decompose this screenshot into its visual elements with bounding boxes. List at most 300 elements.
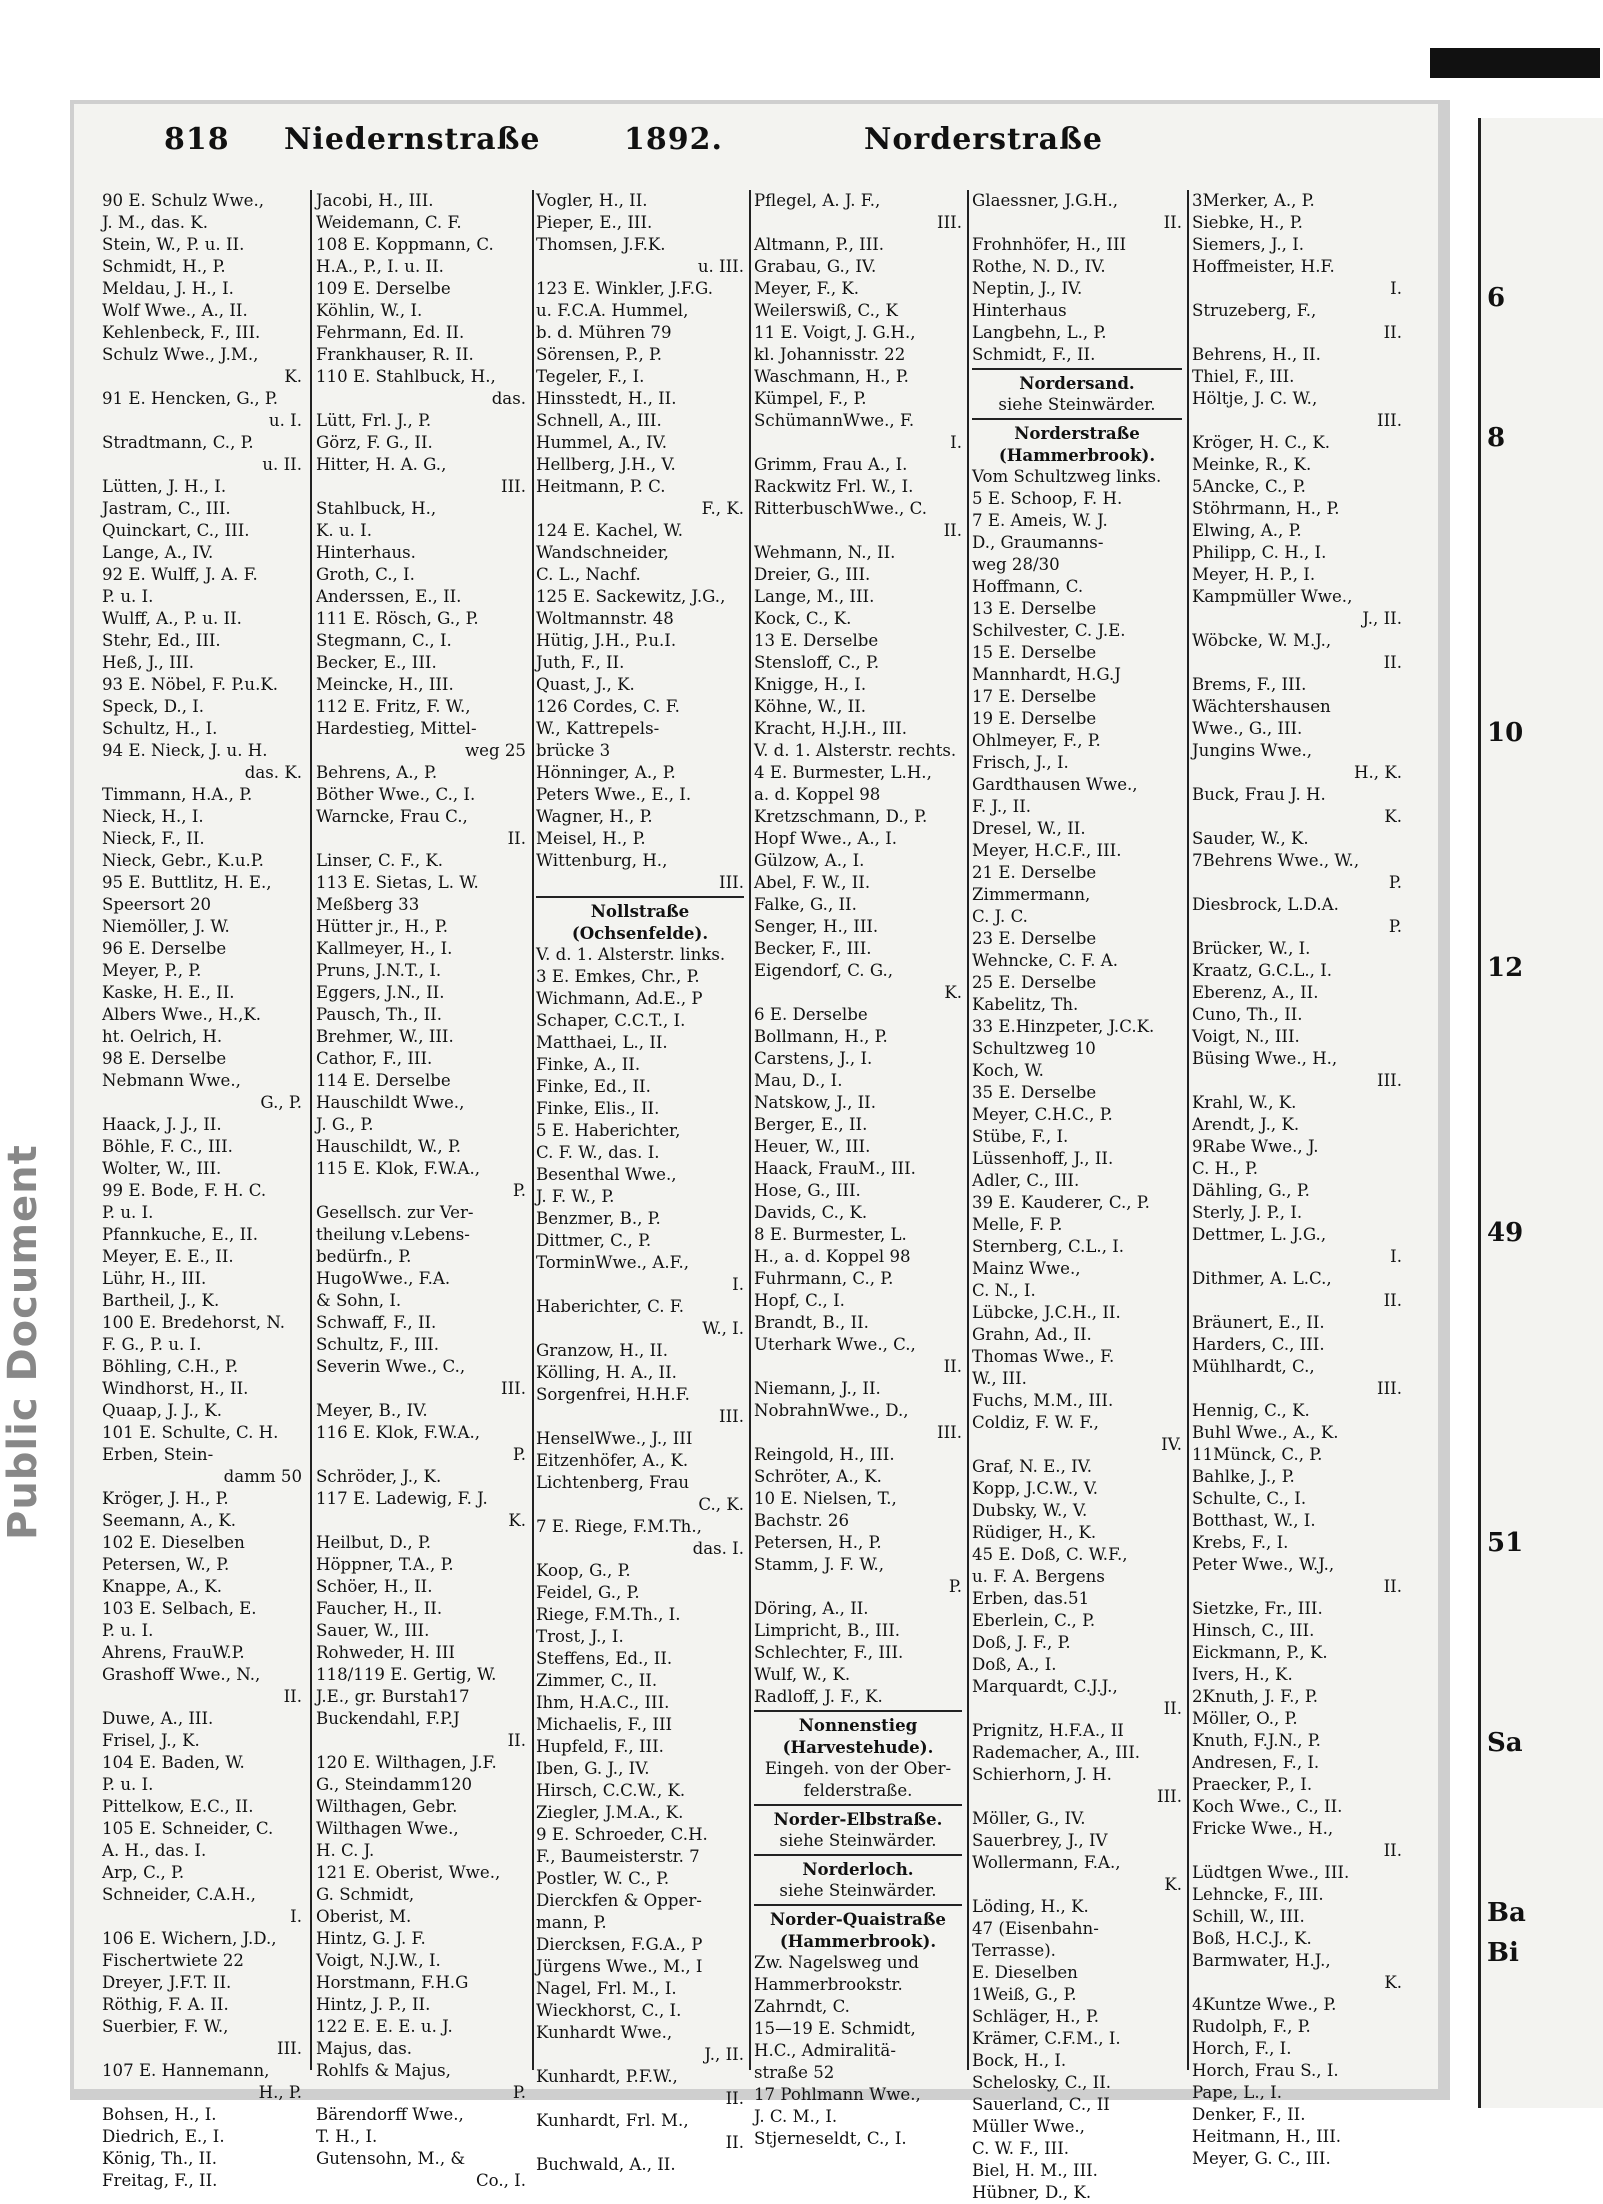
directory-entry: F. G., P. u. I. (102, 1335, 202, 1354)
directory-entry: 98 E. Derselbe (102, 1049, 227, 1068)
directory-entry: Altmann, P., III. (754, 235, 885, 254)
directory-entry: K. (944, 983, 962, 1002)
directory-entry: Rohweder, H. III (316, 1643, 455, 1662)
directory-entry: J., II. (704, 2045, 744, 2064)
directory-entry: 21 E. Derselbe (972, 863, 1097, 882)
directory-entry: II. (943, 1357, 962, 1376)
directory-entry: 17 E. Derselbe (972, 687, 1097, 706)
directory-entry: Botthast, W., I. (1192, 1511, 1316, 1530)
directory-entry: Diedrich, E., I. (102, 2127, 225, 2146)
directory-entry: Hammerbrookstr. (754, 1975, 903, 1994)
year: 1892. (624, 122, 723, 157)
street-heading: Norder-Elbstraße. (773, 1809, 943, 1829)
directory-entry: Koch, W. (972, 1061, 1044, 1080)
directory-entry: 5 E. Haberichter, (536, 1121, 681, 1140)
directory-entry: Lübcke, J.C.H., II. (972, 1303, 1121, 1322)
directory-entry: Hirsch, C.C.W., K. (536, 1781, 686, 1800)
directory-entry: I. (732, 1275, 744, 1294)
directory-entry: Mainz Wwe., (972, 1259, 1081, 1278)
directory-entry: II. (1163, 213, 1182, 232)
directory-entry: III. (1377, 1071, 1402, 1090)
directory-entry: weg 28/30 (972, 555, 1060, 574)
directory-entry: Kampmüller Wwe., (1192, 587, 1353, 606)
street-note: Eingeh. von der Ober- (764, 1759, 952, 1778)
directory-entry: C. J. C. (972, 907, 1028, 926)
directory-entry: F., K. (701, 499, 744, 518)
directory-entry: III. (719, 873, 744, 892)
directory-entry: 117 E. Ladewig, F. J. (316, 1489, 488, 1508)
directory-entry: I. (950, 433, 962, 452)
directory-entry: Fischertwiete 22 (102, 1951, 244, 1970)
fragment: 8 (1487, 423, 1506, 453)
directory-entry: Meyer, E. E., II. (102, 1247, 234, 1266)
directory-entry: III. (1377, 1379, 1402, 1398)
directory-entry: Wulf, W., K. (754, 1665, 851, 1684)
directory-entry: Knappe, A., K. (102, 1577, 223, 1596)
directory-entry: Horstmann, F.H.G (316, 1973, 469, 1992)
directory-entry: Wieckhorst, C., I. (536, 2001, 682, 2020)
fragment: 51 (1487, 1528, 1524, 1558)
directory-entry: Frankhauser, R. II. (316, 345, 474, 364)
directory-entry: Kunhardt, Frl. M., (536, 2111, 689, 2130)
directory-entry: Schlechter, F., III. (754, 1643, 904, 1662)
directory-entry: 4Kuntze Wwe., P. (1192, 1995, 1337, 2014)
section-rule (972, 418, 1182, 420)
directory-entry: Kock, C., K. (754, 609, 852, 628)
directory-entry: Neptin, J., IV. (972, 279, 1083, 298)
directory-entry: T. H., I. (316, 2127, 378, 2146)
directory-entry: Terrasse). (972, 1941, 1056, 1960)
directory-entry: 107 E. Hannemann, (102, 2061, 270, 2080)
directory-entry: NobrahnWwe., D., (754, 1401, 909, 1420)
directory-entry: Finke, Ed., II. (536, 1077, 651, 1096)
directory-entry: Biel, H. M., III. (972, 2161, 1098, 2180)
directory-entry: Höltje, J. C. W., (1192, 389, 1318, 408)
directory-entry: ht. Oelrich, H. (102, 1027, 223, 1046)
directory-entry: Löding, H., K. (972, 1897, 1089, 1916)
directory-entry: Gülzow, A., I. (754, 851, 865, 870)
directory-entry: 1Weiß, G., P. (972, 1985, 1077, 2004)
directory-entry: Gardthausen Wwe., (972, 775, 1138, 794)
directory-entry: Fuchs, M.M., III. (972, 1391, 1114, 1410)
directory-entry: Röthig, F. A. II. (102, 1995, 229, 2014)
directory-entry: II. (1383, 323, 1402, 342)
directory-entry: Bohsen, H., I. (102, 2105, 217, 2124)
directory-entry: P. (948, 1577, 962, 1596)
directory-entry: 13 E. Derselbe (972, 599, 1097, 618)
directory-entry: Praecker, P., I. (1192, 1775, 1313, 1794)
directory-entry: Schaper, C.C.T., I. (536, 1011, 686, 1030)
directory-entry: Lange, A., IV. (102, 543, 214, 562)
directory-entry: Schill, W., III. (1192, 1907, 1305, 1926)
directory-entry: III. (501, 1379, 526, 1398)
directory-entry: das. K. (244, 763, 302, 782)
directory-entry: Wittenburg, H., (536, 851, 668, 870)
column-6 (1192, 190, 1402, 2168)
directory-entry: Schwaff, F., II. (316, 1313, 437, 1332)
directory-entry: Krämer, C.F.M., I. (972, 2029, 1121, 2048)
directory-entry: 5 E. Schoop, F. H. (972, 489, 1123, 508)
directory-entry: Hummel, A., IV. (536, 433, 668, 452)
directory-entry: Hellberg, J.H., V. (536, 455, 676, 474)
directory-entry: Knuth, F.J.N., P. (1192, 1731, 1321, 1750)
directory-entry: II. (943, 521, 962, 540)
street-note: siehe Steinwärder. (998, 395, 1156, 414)
directory-entry: das. (491, 389, 526, 408)
directory-entry: K. (1384, 807, 1402, 826)
directory-entry: 118/119 E. Gertig, W. (316, 1665, 497, 1684)
directory-entry: 15 E. Derselbe (972, 643, 1097, 662)
directory-entry: Sorgenfrei, H.H.F. (536, 1385, 690, 1404)
directory-entry: Suerbier, F. W., (102, 2017, 229, 2036)
directory-entry: P. u. I. (102, 1775, 154, 1794)
directory-entry: Diercksen, F.G.A., P (536, 1935, 703, 1954)
directory-entry: 11Münck, C., P. (1192, 1445, 1323, 1464)
directory-entry: Windhorst, H., II. (102, 1379, 249, 1398)
directory-entry: II. (1383, 1291, 1402, 1310)
directory-entry: Bahlke, J., P. (1192, 1467, 1295, 1486)
directory-entry: Voigt, N., III. (1192, 1027, 1300, 1046)
directory-entry: Brems, F., III. (1192, 675, 1307, 694)
column-5 (972, 190, 1182, 2202)
directory-entry: TorminWwe., A.F., (536, 1253, 690, 1272)
directory-entry: Frohnhöfer, H., III (972, 235, 1127, 254)
directory-entry: Schröter, A., K. (754, 1467, 882, 1486)
directory-entry: Schöer, H., II. (316, 1577, 433, 1596)
directory-entry: das. I. (692, 1539, 744, 1558)
directory-entry: Struzeberg, F., (1192, 301, 1317, 320)
directory-entry: u. II. (262, 455, 302, 474)
directory-entry: W., I. (702, 1319, 744, 1338)
directory-entry: III. (501, 477, 526, 496)
directory-entry: Eickmann, P., K. (1192, 1643, 1328, 1662)
directory-entry: Koch Wwe., C., II. (1192, 1797, 1343, 1816)
directory-entry: Falke, G., II. (754, 895, 857, 914)
directory-entry: 23 E. Derselbe (972, 929, 1097, 948)
directory-entry: Sternberg, C.L., I. (972, 1237, 1125, 1256)
directory-entry: Zimmer, C., II. (536, 1671, 658, 1690)
directory-entry: II. (1383, 1577, 1402, 1596)
directory-entry: Vogler, H., II. (536, 191, 648, 210)
directory-entry: G. Schmidt, (316, 1885, 415, 1904)
directory-entry: 6 E. Derselbe (754, 1005, 868, 1024)
directory-entry: Meldau, J. H., I. (102, 279, 234, 298)
directory-entry: Horch, F., I. (1192, 2039, 1292, 2058)
directory-entry: G., Steindamm120 (316, 1775, 472, 1794)
directory-entry: Schläger, H., P. (972, 2007, 1100, 2026)
directory-entry: Stöhrmann, H., P. (1192, 499, 1340, 518)
directory-entry: 115 E. Klok, F.W.A., (316, 1159, 481, 1178)
directory-entry: C., K. (698, 1495, 744, 1514)
directory-entry: Wolter, W., III. (102, 1159, 222, 1178)
section-rule (972, 368, 1182, 370)
directory-entry: Duwe, A., III. (102, 1709, 214, 1728)
directory-entry: Doß, A., I. (972, 1655, 1057, 1674)
directory-entry: Dubsky, W., V. (972, 1501, 1088, 1520)
section-rule (536, 896, 744, 898)
directory-entry: Jastram, C., III. (102, 499, 231, 518)
directory-entry: Döring, A., II. (754, 1599, 869, 1618)
directory-entry: H., P. (258, 2083, 302, 2102)
directory-entry: Sterly, J. P., I. (1192, 1203, 1303, 1222)
directory-entry: Hopf, C., I. (754, 1291, 845, 1310)
directory-entry: Abel, F. W., II. (754, 873, 871, 892)
directory-entry: Bollmann, H., P. (754, 1027, 888, 1046)
directory-entry: Hütter jr., H., P. (316, 917, 448, 936)
directory-entry: Bachstr. 26 (754, 1511, 850, 1530)
directory-entry: Erben, Stein- (102, 1445, 214, 1464)
directory-entry: Senger, H., III. (754, 917, 879, 936)
directory-entry: II. (1383, 653, 1402, 672)
directory-entry: Limpricht, B., III. (754, 1621, 901, 1640)
directory-entry: 35 E. Derselbe (972, 1083, 1097, 1102)
directory-entry: Meinke, R., K. (1192, 455, 1312, 474)
directory-entry: Denker, F., II. (1192, 2105, 1306, 2124)
directory-entry: Brandt, B., II. (754, 1313, 869, 1332)
directory-entry: Pfannkuche, E., II. (102, 1225, 258, 1244)
directory-entry: Meyer, H.C.F., III. (972, 841, 1122, 860)
directory-entry: Matthaei, L., II. (536, 1033, 668, 1052)
directory-entry: Böhle, F. C., III. (102, 1137, 233, 1156)
directory-entry: Meyer, H. P., I. (1192, 565, 1316, 584)
directory-entry: 113 E. Sietas, L. W. (316, 873, 479, 892)
directory-entry: 99 E. Bode, F. H. C. (102, 1181, 267, 1200)
directory-entry: 47 (Eisenbahn- (972, 1919, 1099, 1938)
directory-entry: Hönninger, A., P. (536, 763, 676, 782)
directory-entry: Niemöller, J. W. (102, 917, 230, 936)
directory-entry: Speck, D., I. (102, 697, 205, 716)
directory-entry: Hintz, J. P., II. (316, 1995, 431, 2014)
directory-entry: Philipp, C. H., I. (1192, 543, 1327, 562)
directory-entry: Knigge, H., I. (754, 675, 867, 694)
directory-entry: Lehncke, F., III. (1192, 1885, 1324, 1904)
directory-entry: 121 E. Oberist, Wwe., (316, 1863, 501, 1882)
page-number: 818 (164, 122, 230, 157)
directory-entry: Finke, Elis., II. (536, 1099, 660, 1118)
directory-entry: Hose, G., III. (754, 1181, 861, 1200)
directory-entry: Görz, F. G., II. (316, 433, 433, 452)
directory-entry: Carstens, J., I. (754, 1049, 873, 1068)
directory-entry: K. (1164, 1875, 1182, 1894)
directory-entry: Oberist, M. (316, 1907, 412, 1926)
directory-entry: 25 E. Derselbe (972, 973, 1097, 992)
directory-entry: Horch, Frau S., I. (1192, 2061, 1339, 2080)
facing-page-edge (1478, 118, 1603, 2108)
directory-entry: Mühlhardt, C., (1192, 1357, 1315, 1376)
directory-entry: Kallmeyer, H., I. (316, 939, 453, 958)
directory-entry: Mannhardt, H.G.J (972, 665, 1121, 684)
directory-entry: II. (1383, 1841, 1402, 1860)
directory-entry: Müller Wwe., (972, 2117, 1085, 2136)
directory-entry: III. (1377, 411, 1402, 430)
directory-entry: 13 E. Derselbe (754, 631, 879, 650)
directory-entry: Wandschneider, (536, 543, 669, 562)
directory-entry: Groth, C., I. (316, 565, 415, 584)
directory-entry: straße 52 (754, 2063, 835, 2082)
directory-entry: Kunhardt Wwe., (536, 2023, 673, 2042)
directory-entry: Weidemann, C. F. (316, 213, 462, 232)
directory-entry: 39 E. Kauderer, C., P. (972, 1193, 1150, 1212)
directory-entry: Albers Wwe., H.,K. (102, 1005, 262, 1024)
directory-entry: Rudolph, F., P. (1192, 2017, 1311, 2036)
directory-entry: J. G., P. (316, 1115, 374, 1134)
directory-entry: Graf, N. E., IV. (972, 1457, 1093, 1476)
directory-entry: Schultzweg 10 (972, 1039, 1096, 1058)
directory-entry: Buckendahl, F.P.J (316, 1709, 460, 1728)
directory-entry: Gutensohn, M., & (316, 2149, 466, 2168)
directory-entry: Natskow, J., II. (754, 1093, 876, 1112)
directory-entry: 3Merker, A., P. (1192, 191, 1315, 210)
directory-entry: Wwe., G., III. (1192, 719, 1303, 738)
directory-entry: I. (1390, 1247, 1402, 1266)
directory-entry: Michaelis, F., III (536, 1715, 673, 1734)
directory-entry: Marquardt, C.J.J., (972, 1677, 1118, 1696)
directory-entry: Siebke, H., P. (1192, 213, 1303, 232)
directory-entry: A. H., das. I. (102, 1841, 207, 1860)
directory-entry: Adler, C., III. (972, 1171, 1080, 1190)
directory-entry: Ihm, H.A.C., III. (536, 1693, 670, 1712)
directory-entry: 103 E. Selbach, E. (102, 1599, 257, 1618)
directory-entry: K. (508, 1511, 526, 1530)
fragment: 10 (1487, 718, 1524, 748)
column-divider (967, 190, 969, 2070)
directory-entry: Sauerland, C., II (972, 2095, 1110, 2114)
directory-entry: H., K. (1354, 763, 1402, 782)
directory-entry: K. (1384, 1973, 1402, 1992)
directory-entry: W., III. (972, 1369, 1027, 1388)
directory-entry: Grimm, Frau A., I. (754, 455, 908, 474)
directory-entry: Stjerneseldt, C., I. (754, 2129, 907, 2148)
page-header (164, 122, 1274, 172)
directory-entry: Hennig, C., K. (1192, 1401, 1310, 1420)
column-divider (532, 190, 534, 2070)
directory-entry: III. (719, 1407, 744, 1426)
directory-entry: Kröger, J. H., P. (102, 1489, 229, 1508)
directory-entry: Cuno, Th., II. (1192, 1005, 1303, 1024)
street-note: siehe Steinwärder. (779, 1881, 937, 1900)
directory-entry: Dähling, G., P. (1192, 1181, 1310, 1200)
directory-entry: 100 E. Bredehorst, N. (102, 1313, 286, 1332)
directory-entry: 126 Cordes, C. F. (536, 697, 680, 716)
directory-entry: Buchwald, A., II. (536, 2155, 676, 2174)
directory-entry: Lange, M., III. (754, 587, 875, 606)
directory-entry: Pieper, E., III. (536, 213, 653, 232)
directory-entry: Grashoff Wwe., N., (102, 1665, 261, 1684)
directory-entry: H. C. J. (316, 1841, 375, 1860)
directory-entry: Dierckfen & Opper- (536, 1891, 702, 1910)
directory-entry: Nagel, Frl. M., I. (536, 1979, 677, 1998)
column-divider (749, 190, 751, 2070)
directory-entry: Pittelkow, E.C., II. (102, 1797, 254, 1816)
directory-entry: Lühr, H., III. (102, 1269, 207, 1288)
directory-entry: 10 E. Nielsen, T., (754, 1489, 897, 1508)
directory-entry: Kaske, H. E., II. (102, 983, 235, 1002)
directory-entry: Rademacher, A., III. (972, 1743, 1141, 1762)
directory-entry: P. u. I. (102, 587, 154, 606)
directory-entry: Mau, D., I. (754, 1071, 843, 1090)
directory-entry: Kölling, H. A., II. (536, 1363, 677, 1382)
directory-entry: K. u. I. (316, 521, 373, 540)
directory-entry: Becker, F., III. (754, 939, 872, 958)
directory-entry: 9Rabe Wwe., J. (1192, 1137, 1319, 1156)
directory-entry: II. (725, 2089, 744, 2108)
directory-entry: Rothe, N. D., IV. (972, 257, 1106, 276)
directory-entry: Langbehn, L., P. (972, 323, 1107, 342)
directory-entry: II. (507, 1731, 526, 1750)
directory-entry: 2Knuth, J. F., P. (1192, 1687, 1318, 1706)
directory-entry: Kopp, J.C.W., V. (972, 1479, 1099, 1498)
directory-entry: Hopf Wwe., A., I. (754, 829, 898, 848)
directory-entry: P. (512, 1445, 526, 1464)
directory-entry: theilung v.Lebens- (316, 1225, 470, 1244)
directory-entry: Schultz, H., I. (102, 719, 218, 738)
directory-entry: Juth, F., II. (536, 653, 625, 672)
directory-entry: H.C., Admiralitä- (754, 2041, 896, 2060)
directory-entry: Schulz Wwe., J.M., (102, 345, 259, 364)
directory-entry: Faucher, H., II. (316, 1599, 443, 1618)
directory-entry: 106 E. Wichern, J.D., (102, 1929, 277, 1948)
directory-entry: Stradtmann, C., P. (102, 433, 254, 452)
directory-entry: Eberlein, C., P. (972, 1611, 1096, 1630)
directory-entry: Rohlfs & Majus, (316, 2061, 451, 2080)
directory-entry: Schmidt, F., II. (972, 345, 1096, 364)
directory-entry: Frisch, J., I. (972, 753, 1069, 772)
directory-entry: Radloff, J. F., K. (754, 1687, 883, 1706)
directory-entry: 125 E. Sackewitz, J.G., (536, 587, 726, 606)
directory-entry: C. N., I. (972, 1281, 1036, 1300)
directory-entry: 116 E. Klok, F.W.A., (316, 1423, 481, 1442)
directory-entry: Bräunert, E., II. (1192, 1313, 1325, 1332)
directory-entry: Ohlmeyer, F., P. (972, 731, 1101, 750)
directory-entry: Wilthagen, Gebr. (316, 1797, 458, 1816)
directory-entry: Heuer, W., III. (754, 1137, 871, 1156)
directory-entry: Jürgens Wwe., M., I (536, 1957, 703, 1976)
directory-entry: Co., I. (475, 2171, 526, 2190)
directory-entry: J. C. M., I. (754, 2107, 838, 2126)
directory-entry: Lüdtgen Wwe., III. (1192, 1863, 1350, 1882)
directory-entry: 114 E. Derselbe (316, 1071, 451, 1090)
directory-entry: Dresel, W., II. (972, 819, 1086, 838)
directory-entry: Heß, J., III. (102, 653, 195, 672)
directory-entry: Bock, H., I. (972, 2051, 1067, 2070)
directory-entry: kl. Johannisstr. 22 (754, 345, 906, 364)
directory-entry: Köhne, W., II. (754, 697, 867, 716)
directory-entry: 101 E. Schulte, C. H. (102, 1423, 279, 1442)
directory-entry: Trost, J., I. (536, 1627, 624, 1646)
directory-entry: Hinterhaus. (316, 543, 416, 562)
directory-entry: Hütig, J.H., P.u.I. (536, 631, 677, 650)
directory-entry: I. (290, 1907, 302, 1926)
directory-entry: a. d. Koppel 98 (754, 785, 881, 804)
directory-entry: Schilvester, C. J.E. (972, 621, 1126, 640)
directory-entry: J. F. W., P. (536, 1187, 615, 1206)
directory-entry: Lichtenberg, Frau (536, 1473, 690, 1492)
directory-entry: u. I. (268, 411, 302, 430)
side-caption: Public Document (0, 1144, 46, 1540)
directory-entry: 93 E. Nöbel, F. P.u.K. (102, 675, 279, 694)
directory-entry: Heilbut, D., P. (316, 1533, 432, 1552)
directory-entry: Bärendorff Wwe., (316, 2105, 464, 2124)
directory-entry: 8 E. Burmester, L. (754, 1225, 907, 1244)
section-rule (754, 1904, 962, 1906)
directory-entry: Pausch, Th., II. (316, 1005, 443, 1024)
street-heading: Norder-Quaistraße (769, 1909, 946, 1929)
directory-entry: Wöbcke, W. M.J., (1192, 631, 1332, 650)
directory-entry: II. (1163, 1699, 1182, 1718)
directory-entry: Waschmann, H., P. (754, 367, 909, 386)
directory-entry: Stahlbuck, H., (316, 499, 437, 518)
directory-entry: J. M., das. K. (102, 213, 208, 232)
